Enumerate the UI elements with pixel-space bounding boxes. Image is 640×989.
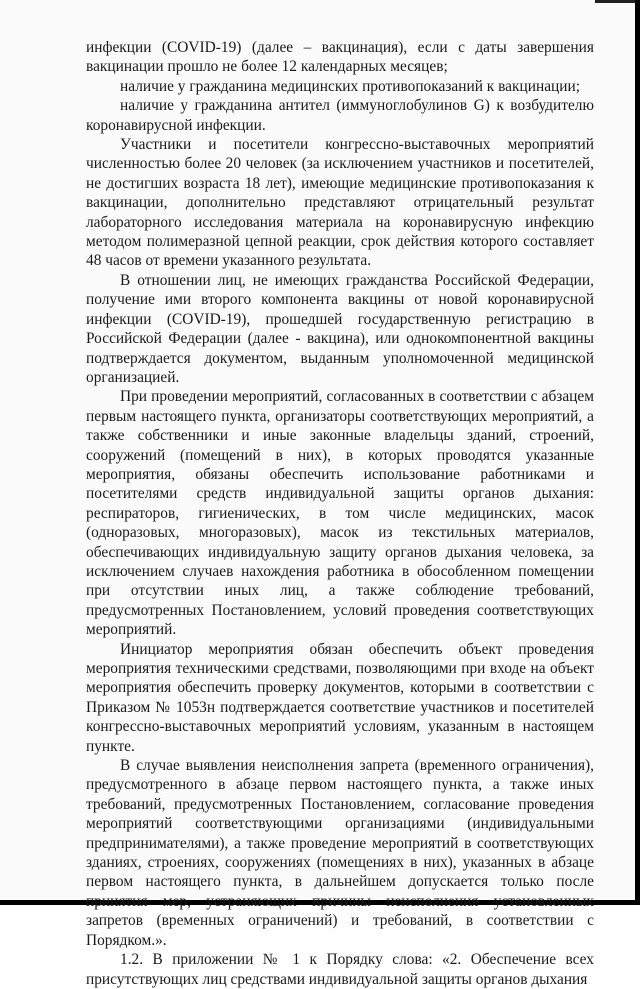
paragraph-contraindications: наличие у гражданина медицинских противопоказаний к вакцинации; [120, 77, 581, 95]
paragraph-participants: Участники и посетители конгрессно-выставочных мероприятий численностью более 20 человек (за исключением участников и посетителей, не достигших возраста 18 лет), имеющие медицинские противопоказания к вакцинации, дополнительно представляют отрицательный результат лабораторного исследования материала на коронавирусную инфекцию методом полимеразной цепной реакции, срок действия которого составляет 48 часов от времени указанного результата. [86, 136, 594, 270]
document-body [86, 38, 594, 989]
paragraph-amendment-1-2: 1.2. В приложении № 1 к Порядку слова: «2. Обеспечение всех присутствующих лиц средствами индивидуальной защиты органов дыхания [86, 951, 594, 988]
paragraph-antibodies: наличие у гражданина антител (иммуноглобулинов G) к возбудителю коронавирусной инфекции. [86, 97, 594, 134]
paragraph-violations: В случае выявления неисполнения запрета (временного ограничения), предусмотренного в абзаце первом настоящего пункта, а также иных требований, предусмотренных Постановлением, согласование проведения мероприятий соответствующими организациями (индивидуальными предпринимателями), а также проведение мероприятий в соответствующих зданиях, строениях, сооружениях (помещениях в них), указанных в абзаце первом настоящего пункта, в дальнейшем допускается только после принятия мер, устраняющих причины неисполнения установленных запретов (временных ограничений) и требований, в соответствии с Порядком.». [86, 757, 594, 949]
scan-edge-right [635, 0, 640, 905]
paragraph-protective-equipment: При проведении мероприятий, согласованных в соответствии с абзацем первым настоящего пункта, организаторы соответствующих мероприятий, а также собственники и иные законные владельцы зданий, строений, сооружений (помещений в них), в которых проводятся указанные мероприятия, обязаны обеспечить использование работниками и посетителями средств индивидуальной защиты органов дыхания: респираторов, гигиенических, в том числе медицинских, масок (одноразовых, многоразовых), масок из текстильных материалов, обеспечивающих индивидуальную защиту органов дыхания человека, за исключением случаев нахождения работника в обособленном помещении при отсутствии иных лиц, а также соблюдение требований, предусмотренных Постановлением, условий проведения соответствующих мероприятий. [86, 388, 594, 639]
paragraph-foreign-citizens: В отношении лиц, не имеющих гражданства Российской Федерации, получение ими второго компонента вакцины от новой коронавирусной инфекции (COVID-19), прошедшей государственную регистрацию в Российской Федерации (далее - вакцина), или однокомпонентной вакцины подтверждается документом, выданным уполномоченной медицинской организацией. [86, 271, 594, 386]
paragraph-vaccination-continuation: инфекции (COVID-19) (далее – вакцинация), если с даты завершения вакцинации прошло не более 12 календарных месяцев; [86, 39, 594, 76]
scan-edge-top [595, 0, 635, 3]
paragraph-initiator-obligations: Инициатор мероприятия обязан обеспечить объект проведения мероприятия техническими средствами, позволяющими при входе на объект мероприятия обеспечить проверку документов, которыми в соответствии с Приказом № 1053н подтверждается соответствие участников и посетителей конгрессно-выставочных мероприятий условиям, указанным в настоящем пункте. [86, 640, 594, 755]
